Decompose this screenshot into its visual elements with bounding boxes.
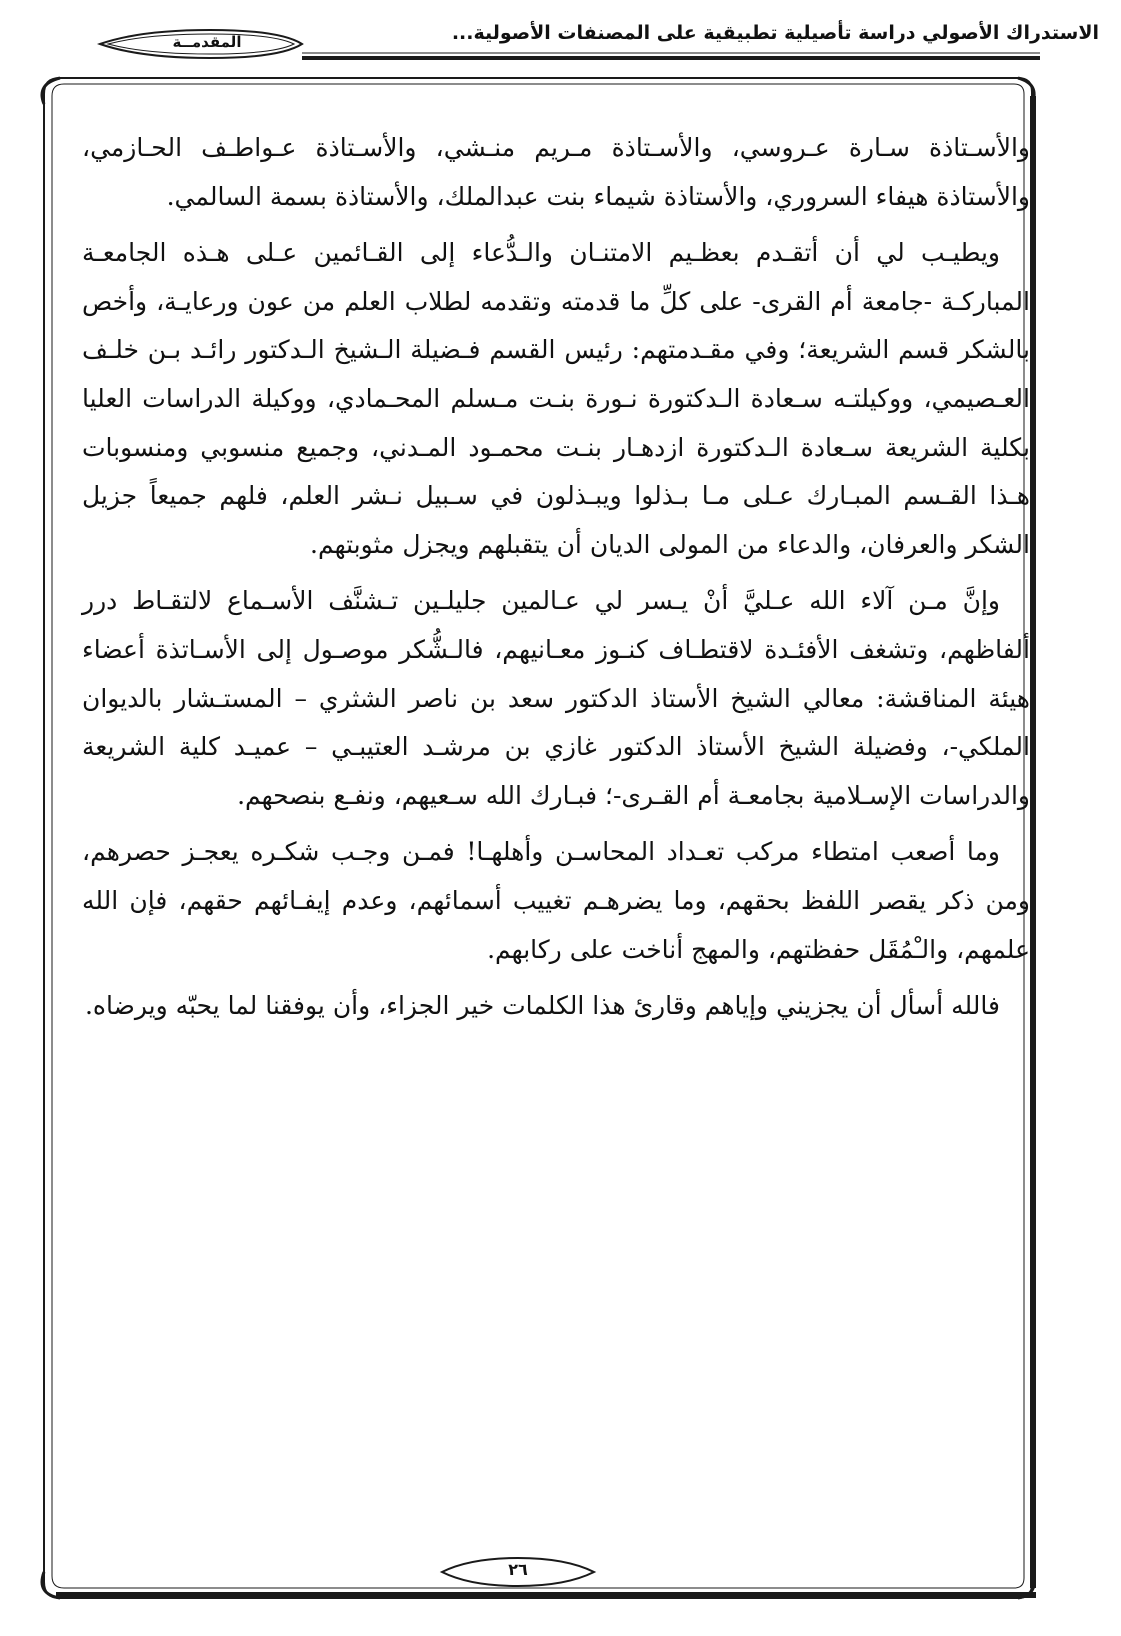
paragraph-1: والأسـتاذة سـارة عـروسي، والأسـتاذة مـريم منـشي، والأسـتاذة عـواطـف الحـازمي، والأستاذة هيفاء السروري، والأستاذة شيماء بنت عبدالملك، والأستاذة بسمة السالمي. — [82, 133, 1030, 211]
paragraph-5: فالله أسأل أن يجزيني وإياهم وقارئ هذا الكلمات خير الجزاء، وأن يوفقنا لما يحبّه ويرضاه. — [84, 991, 1000, 1021]
page-number: ٢٦ — [508, 1560, 528, 1579]
book-title: الاستدراك الأصولي دراسة تأصيلية تطبيقية على المصنفات الأصولية... — [451, 22, 1099, 44]
body-text — [82, 124, 1030, 1039]
section-label: المقدمــة — [172, 33, 242, 51]
page-header — [0, 0, 1121, 70]
paragraph-3: وإنَّ مـن آلاء الله عـليَّ أنْ يـسر لي عـالمين جليلـين تـشنَّف الأسـماع لالتقـاط درر ألفاظهم، وتشغف الأفئـدة لاقتطـاف كنـوز معـانيهم، فالـشُّكر موصـول إلى الأسـاتذة أعضاء هيئة المناقشة: معالي الشيخ الأستاذ الدكتور سعد بن ناصر الشثري – المستـشار بالديوان الملكي-، وفضيلة الشيخ الأستاذ الدكتور غازي بن مرشـد العتيبـي – عميـد كلية الشريعة والدراسات الإسـلامية بجامعـة أم القـرى-؛ فبـارك الله سـعيهم، ونفـع بنصحهم. — [82, 586, 1030, 810]
paragraph-2: ويطيـب لي أن أتقـدم بعظـيم الامتنـان والـدُّعاء إلى القـائمين عـلى هـذه الجامعـة المباركـة -جامعة أم القرى- على كلِّ ما قدمته وتقدمه لطلاب العلم من عون ورعايـة، وأخص بالشكر قسم الشريعة؛ وفي مقـدمتهم: رئيس القسم فـضيلة الـشيخ الـدكتور رائـد بـن خلـف العـصيمي، ووكيلتـه سـعادة الـدكتورة نـورة بنـت مـسلم المحـمادي، ووكيلة الدراسات العليا بكلية الشريعة سـعادة الـدكتورة ازدهـار بنـت محمـود المـدني، وجميع منسوبي ومنسوبات هـذا القـسم المبـارك عـلى مـا بـذلوا ويبـذلون في سـبيل نـشر العلم، فلهم جميعاً جزيل الشكر والعرفان، والدعاء من المولى الديان أن يتقبلهم ويجزل مثوبتهم. — [82, 238, 1030, 559]
paragraph-4: وما أصعب امتطاء مركب تعـداد المحاسـن وأهلهـا! فمـن وجـب شكـره يعجـز حصرهم، ومن ذكر يقصر اللفظ بحقهم، وما يضرهـم تغييب أسمائهم، وعدم إيفـائهم حقهم، فإن الله علمهم، والـْمُقَل حفظتهم، والمهج أناخت على ركابهم. — [82, 837, 1030, 964]
